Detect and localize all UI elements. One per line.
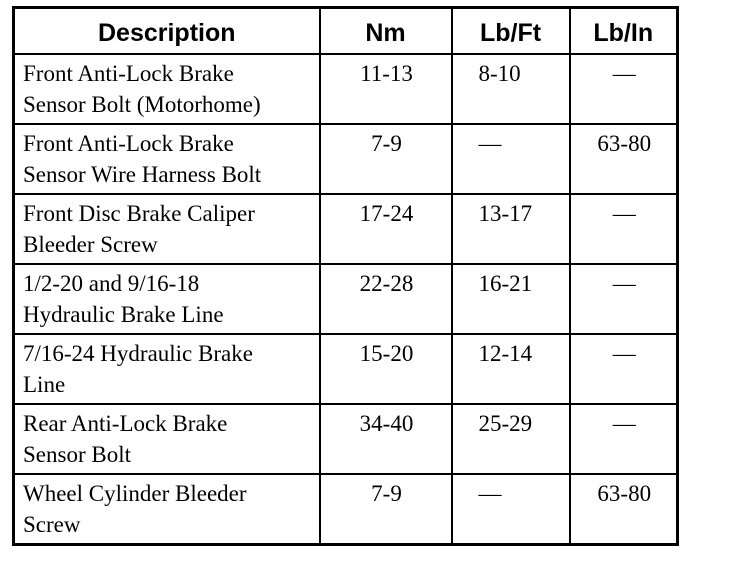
table-row [14, 404, 678, 474]
nm-cell: 17-24 [320, 194, 452, 264]
lb-ft-cell: 16-21 [452, 264, 570, 334]
description-cell [14, 54, 320, 124]
description-cell [14, 404, 320, 474]
table-header-row [14, 8, 678, 55]
nm-cell: 7-9 [320, 124, 452, 194]
table-row [14, 194, 678, 264]
nm-cell: 34-40 [320, 404, 452, 474]
lb-in-cell: 63-80 [570, 474, 678, 545]
description-line: 1/2-20 and 9/16-18 [23, 271, 200, 296]
table-row [14, 124, 678, 194]
table-row [14, 334, 678, 404]
description-line: Sensor Bolt [23, 442, 131, 467]
header-lb-ft: Lb/Ft [452, 8, 570, 55]
description-line: 7/16-24 Hydraulic Brake [23, 341, 253, 366]
header-lb-in: Lb/In [570, 8, 678, 55]
table-row [14, 54, 678, 124]
header-nm: Nm [320, 8, 452, 55]
lb-ft-cell: — [452, 474, 570, 545]
description-line: Sensor Bolt (Motorhome) [23, 92, 261, 117]
nm-cell: 7-9 [320, 474, 452, 545]
nm-cell: 15-20 [320, 334, 452, 404]
description-line: Hydraulic Brake Line [23, 302, 224, 327]
description-line: Wheel Cylinder Bleeder [23, 481, 247, 506]
lb-in-cell: — [570, 334, 678, 404]
description-cell [14, 474, 320, 545]
description-cell [14, 194, 320, 264]
description-line: Sensor Wire Harness Bolt [23, 162, 262, 187]
lb-ft-cell: 25-29 [452, 404, 570, 474]
description-line: Bleeder Screw [23, 232, 158, 257]
lb-in-cell: — [570, 54, 678, 124]
description-cell [14, 124, 320, 194]
lb-in-cell: — [570, 404, 678, 474]
table-row [14, 264, 678, 334]
lb-ft-cell: — [452, 124, 570, 194]
description-line: Rear Anti-Lock Brake [23, 411, 228, 436]
nm-cell: 22-28 [320, 264, 452, 334]
torque-specifications-table [12, 6, 679, 546]
description-line: Front Anti-Lock Brake [23, 61, 234, 86]
description-line: Front Disc Brake Caliper [23, 201, 255, 226]
lb-in-cell: — [570, 194, 678, 264]
description-line: Screw [23, 512, 81, 537]
lb-in-cell: 63-80 [570, 124, 678, 194]
lb-ft-cell: 13-17 [452, 194, 570, 264]
nm-cell: 11-13 [320, 54, 452, 124]
lb-in-cell: — [570, 264, 678, 334]
lb-ft-cell: 12-14 [452, 334, 570, 404]
description-cell [14, 334, 320, 404]
table-row [14, 474, 678, 545]
description-cell [14, 264, 320, 334]
header-description: Description [14, 8, 320, 55]
description-line: Front Anti-Lock Brake [23, 131, 234, 156]
lb-ft-cell: 8-10 [452, 54, 570, 124]
description-line: Line [23, 372, 66, 397]
